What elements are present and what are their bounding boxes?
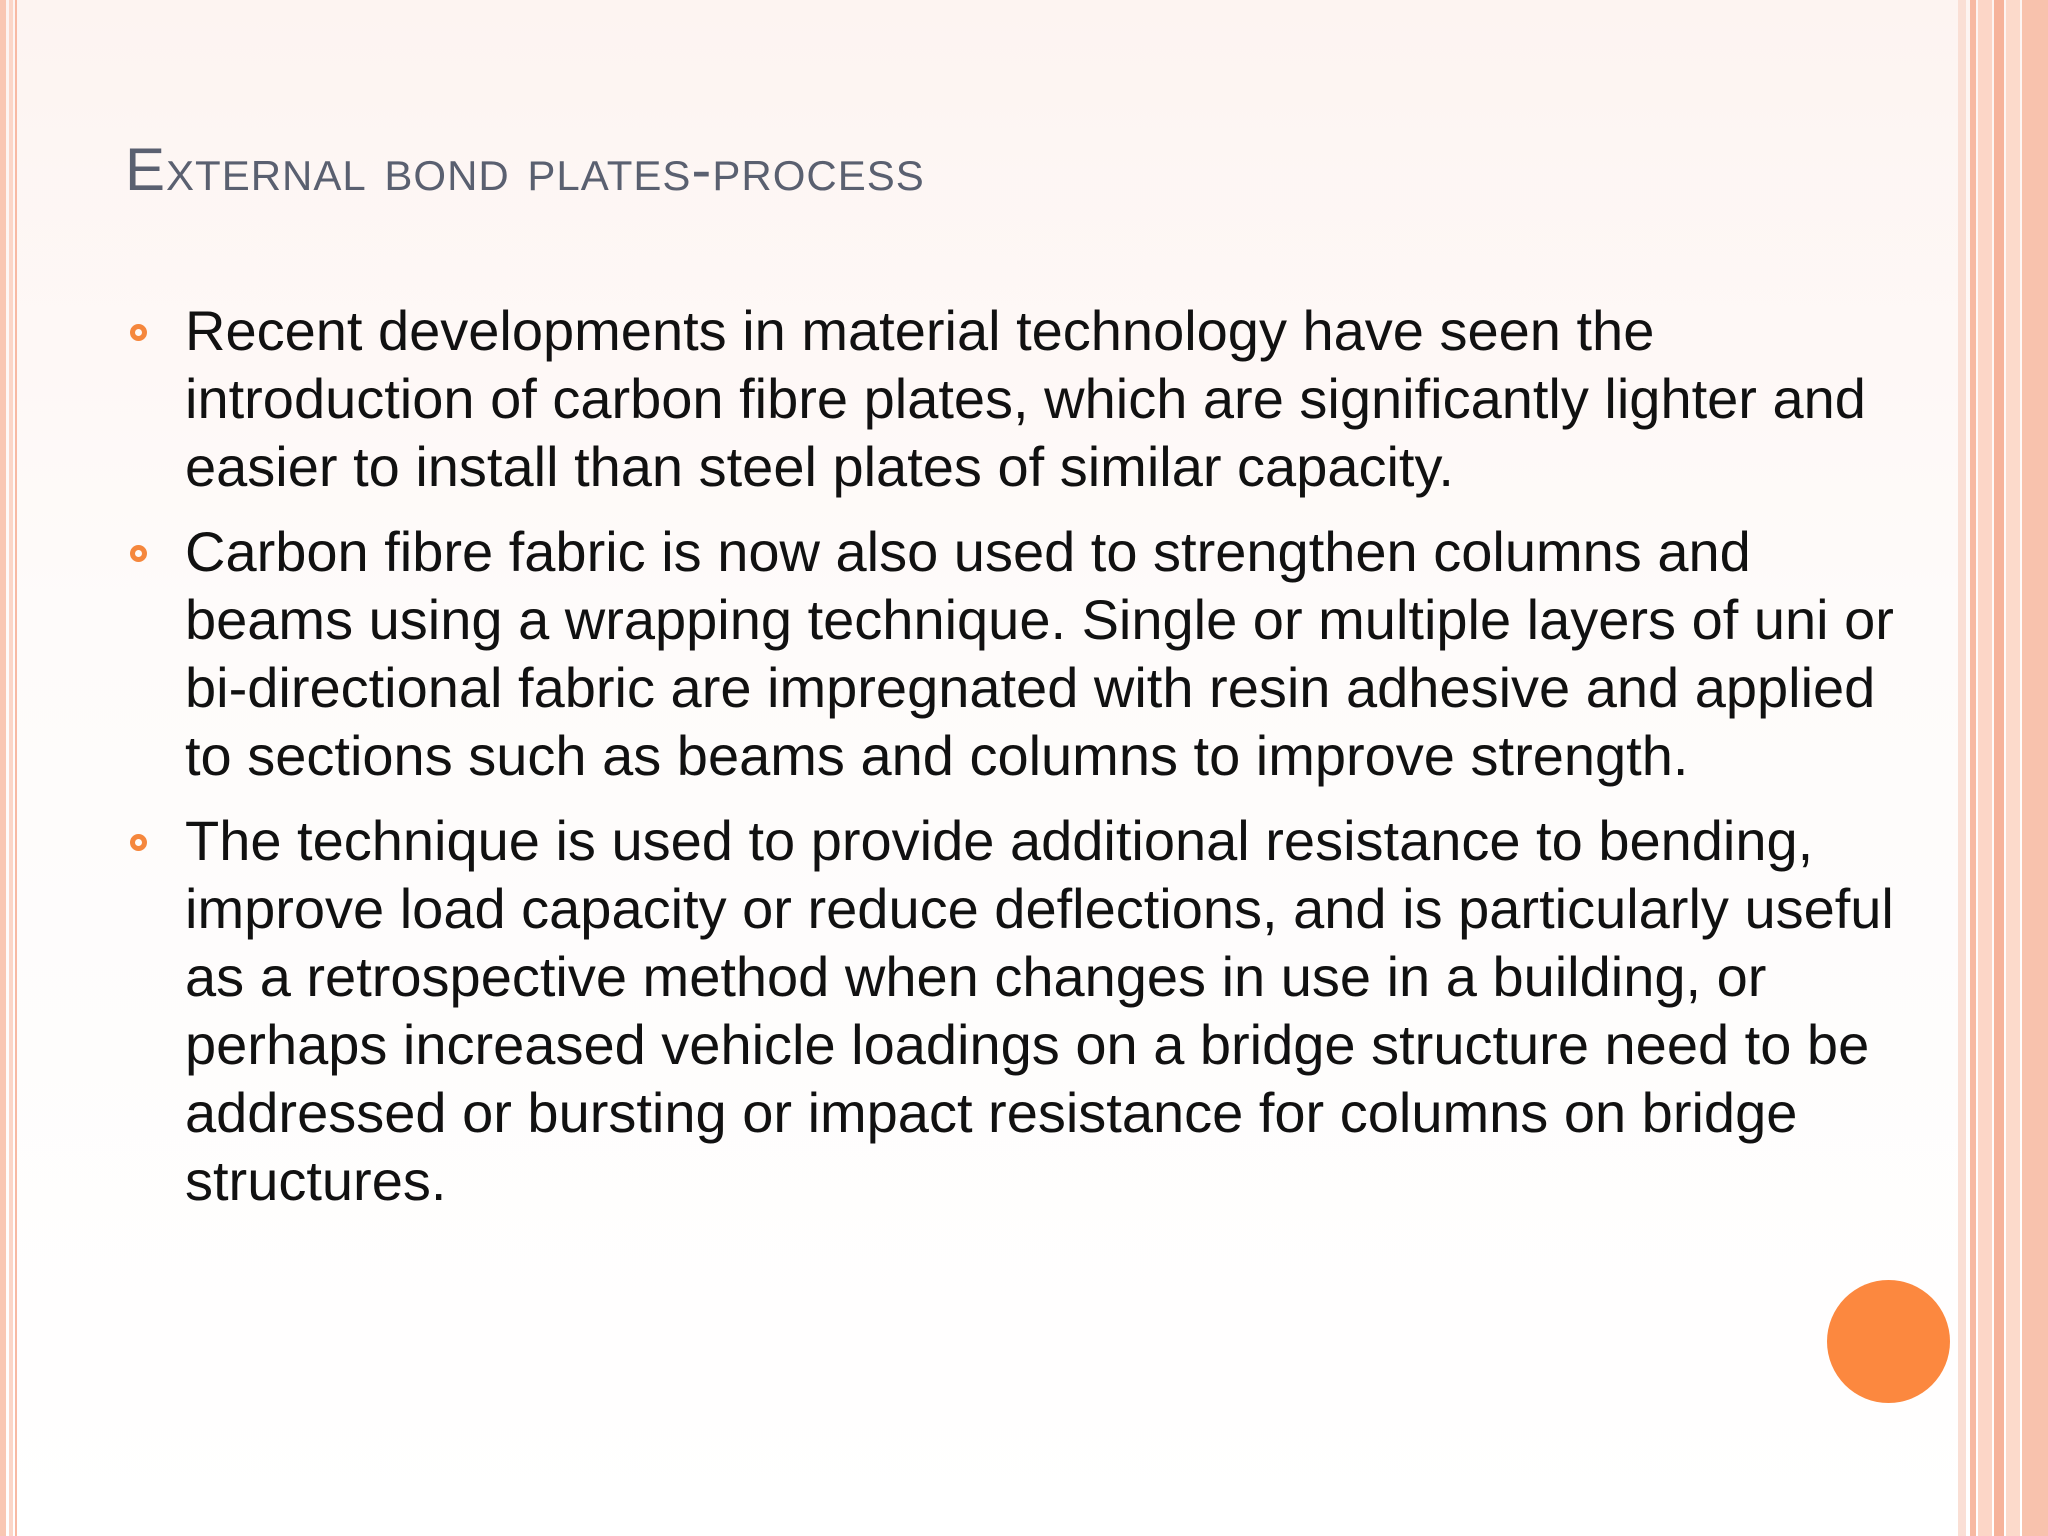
bullet-item [130,518,1930,790]
left-border-stripe [15,0,17,1536]
right-border-stripe [2022,0,2048,1536]
right-border-stripe [1978,0,1992,1536]
bullet-circle-icon [130,834,147,851]
decorative-circle-icon [1827,1280,1950,1403]
left-border-stripe [0,0,6,1536]
bullet-text: The technique is used to provide additional resistance to bending, improve load capacity or reduce deflections, and is particularly useful as a retrospective method when changes in use in a building, or perhaps increased vehicle loadings on a bridge structure need to be addressed or bursting or impact resistance for columns on bridge structures. [185,809,1894,1212]
right-border-stripe [1958,0,1966,1536]
slide-title: External bond plates-process [125,136,925,203]
bullet-item [130,807,1930,1215]
bullet-list [130,297,1930,1232]
right-border-stripe [1970,0,1976,1536]
bullet-circle-icon [130,324,147,341]
left-border-stripe [9,0,13,1536]
bullet-circle-icon [130,545,147,562]
right-border-stripe [2006,0,2020,1536]
bullet-text: Recent developments in material technology have seen the introduction of carbon fibre plates, which are significantly lighter and easier to install than steel plates of similar capacity. [185,299,1866,498]
right-border-stripe [1994,0,2004,1536]
bullet-text: Carbon fibre fabric is now also used to strengthen columns and beams using a wrapping technique. Single or multiple layers of uni or bi-directional fabric are impregnated with resin adhesive and applied to sections such as beams and columns to improve strength. [185,520,1894,787]
bullet-item [130,297,1930,501]
